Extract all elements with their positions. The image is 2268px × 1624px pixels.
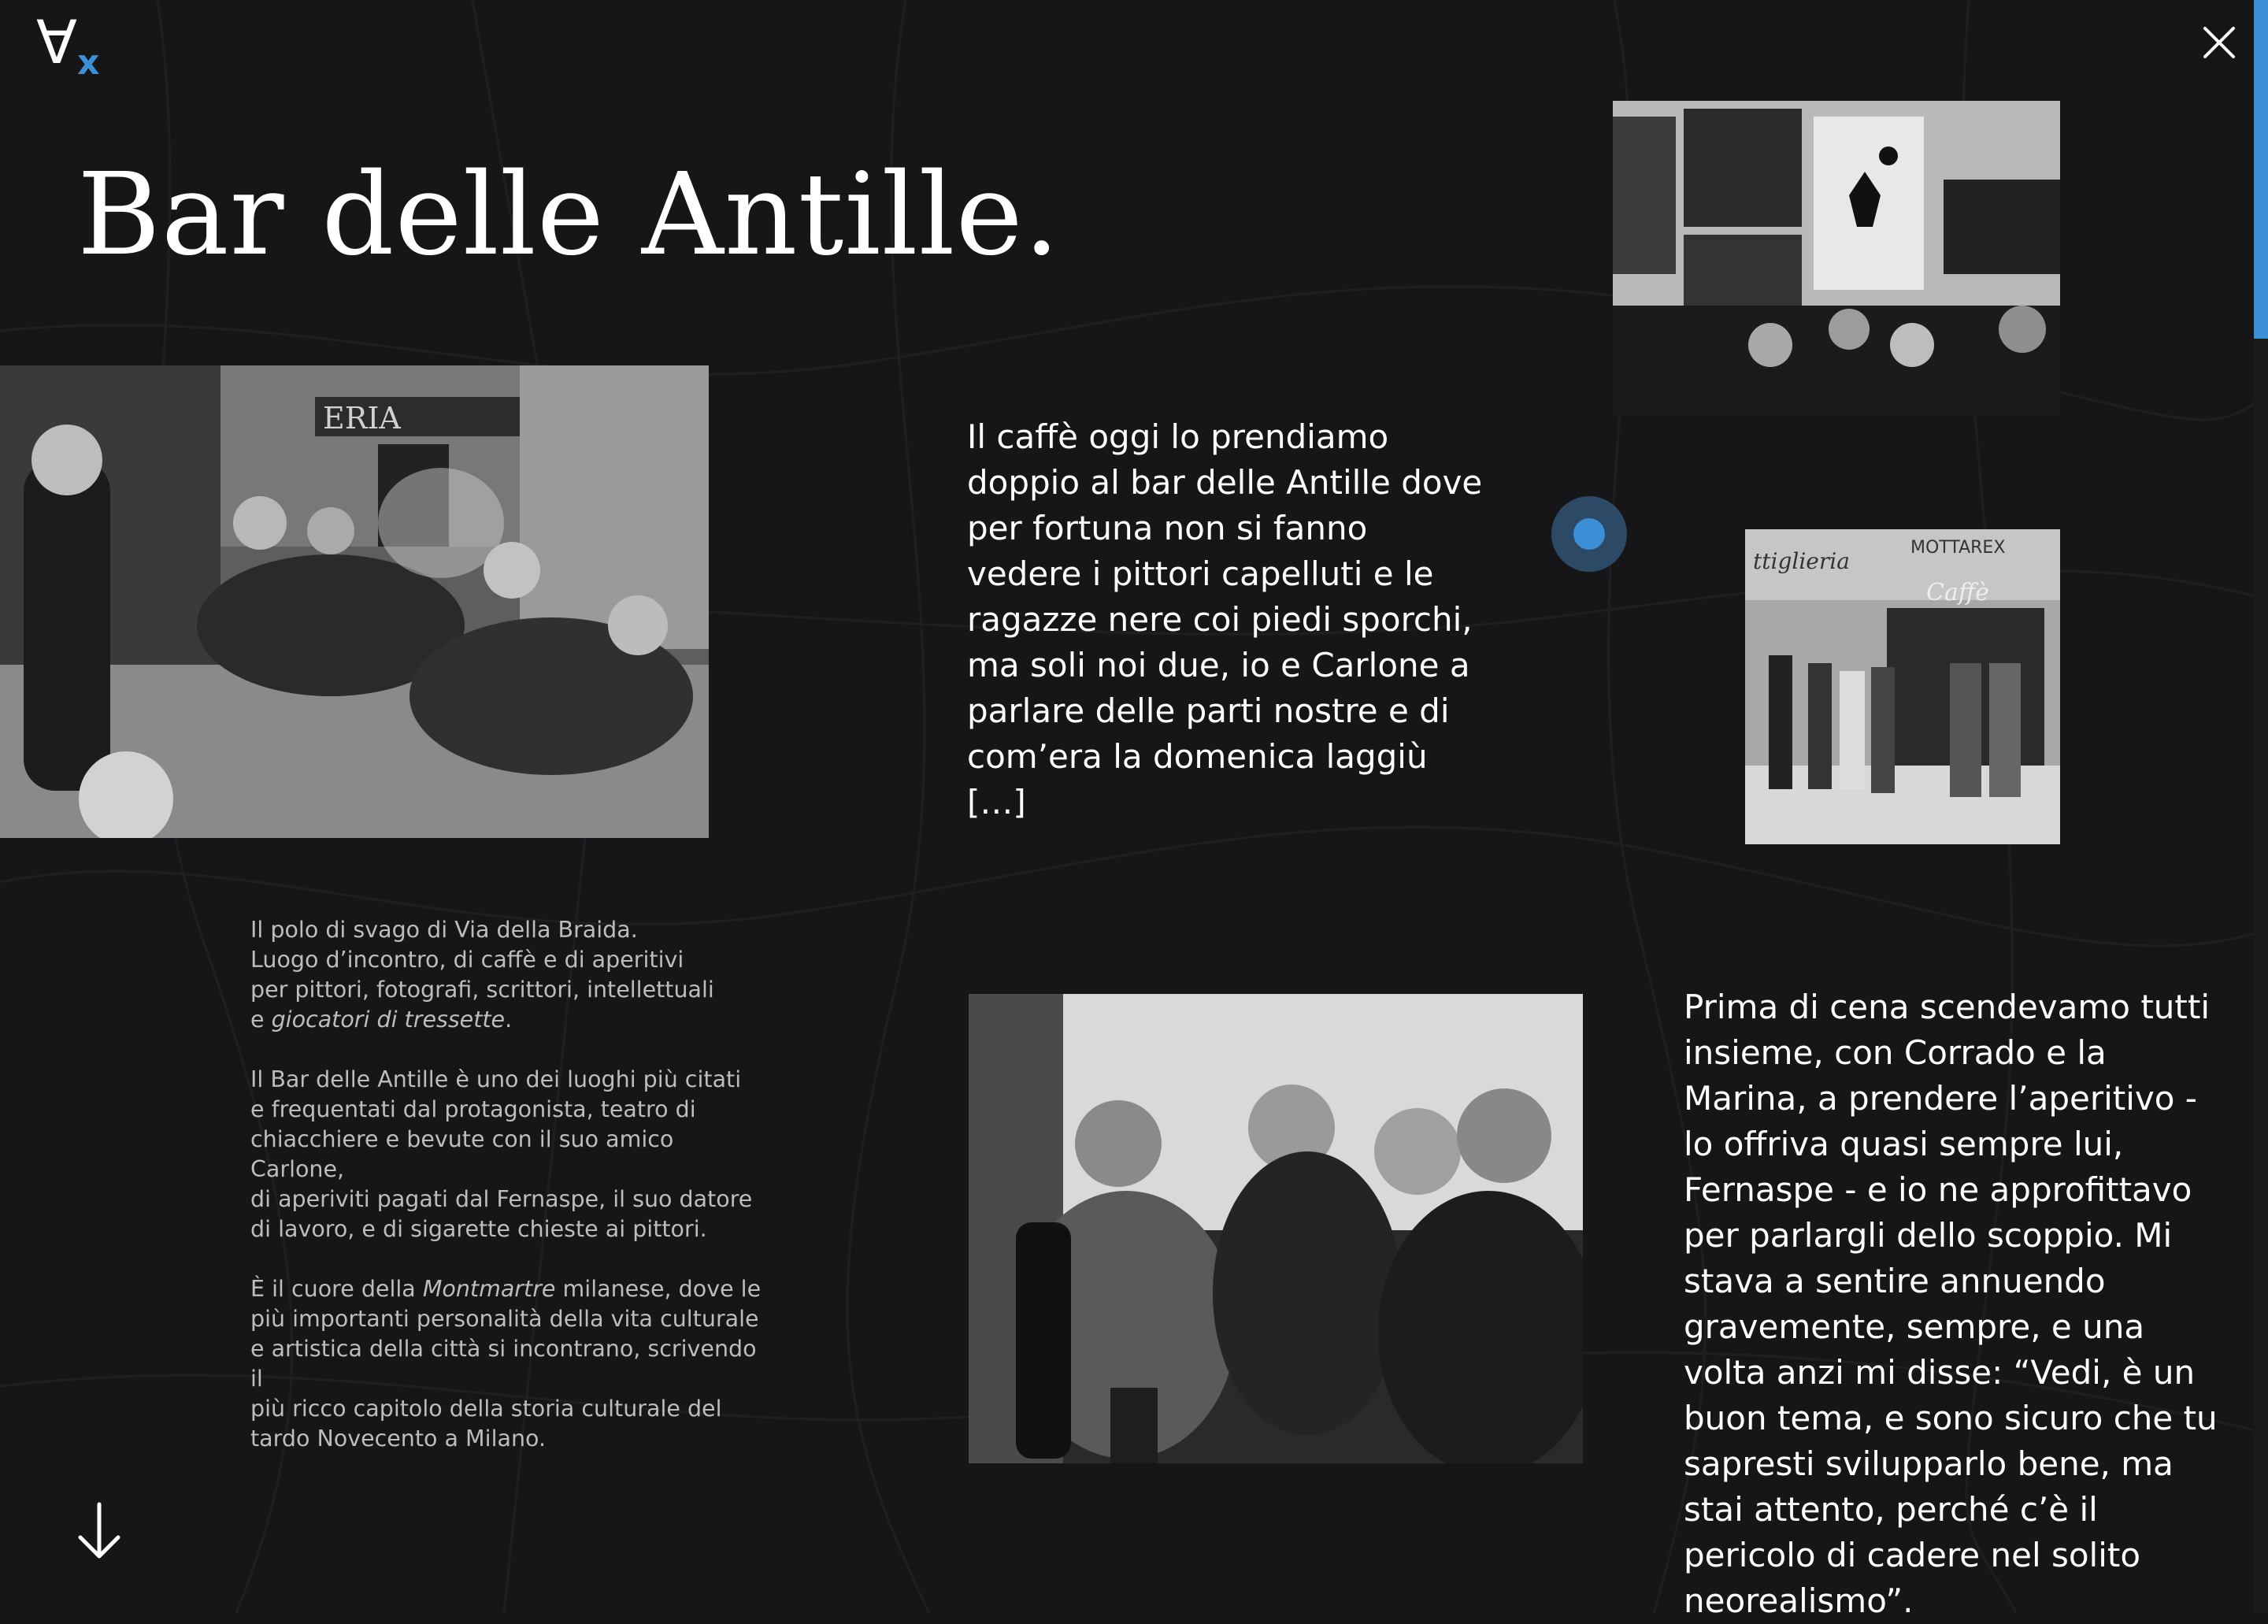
photo-sign-brand: MOTTAREX [1910, 538, 2006, 558]
logo-forall-glyph: ∀ [36, 14, 77, 77]
quote-first: Il caffè oggi lo prendiamo doppio al bar delle Antille dove per fortuna non si fanno vedere i pittori capelluti e le ragazze nere coi piedi sporchi, ma soli noi due, io e Carlone a parlare delle parti nostre e di com’era la domenica laggiù […] [967, 417, 1483, 821]
close-icon [2199, 22, 2240, 63]
photo-sign-script: ttiglieria [1753, 548, 1850, 574]
description-paragraph-2: Il Bar delle Antille è uno dei luoghi più citati e frequentati dal protagonista, teatro di chiacchiere e bevute con il suo amico Carlone, di aperiviti pagati dal Fernaspe, il suo datore di lavoro, e di sigarette chieste ai pittori. [250, 1066, 753, 1242]
place-description [250, 915, 770, 1484]
arrow-down-icon [76, 1501, 123, 1561]
timeline-marker[interactable] [1551, 496, 1627, 572]
quote-second: Prima di cena scendevamo tutti insieme, con Corrado e la Marina, a prendere l’aperitivo - lo offriva quasi sempre lui, Fernaspe - e io ne approfittavo per parlargli dello scoppio. Mi stava a sentire annuendo gravemente, sempre, e una volta anzi mi disse: “Vedi, è un buon tema, e sono sicuro che tu sapresti svilupparlo bene, ma stai attento, perché c’è il pericolo di cadere nel solito neorealismo”. [1684, 988, 2218, 1620]
description-paragraph-3: È il cuore della Montmartre milanese, dove le più importanti personalità della vita culturale e artistica della città si incontrano, scrivendo il più ricco capitolo della storia culturale del tardo Novecento a Milano. [250, 1276, 762, 1452]
photo-sign-text: ERIA [323, 401, 401, 436]
close-button[interactable] [2199, 22, 2240, 63]
photo-sign-caffe: Caffè [1926, 579, 1989, 606]
scroll-down-button[interactable] [76, 1501, 123, 1561]
photo-toasting [969, 994, 1583, 1463]
site-logo[interactable] [36, 14, 112, 77]
logo-x-glyph: x [77, 43, 100, 77]
description-paragraph-1: Il polo di svago di Via della Braida. Luogo d’incontro, di caffè e di aperitivi per pittori, fotografi, scrittori, intellettuali e giocatori di tressette. [250, 917, 714, 1033]
photo-storefront-caffe [1745, 529, 2060, 844]
page-title: Bar delle Antille. [77, 148, 1061, 280]
photo-outdoor-terrace [0, 365, 709, 838]
photo-interior-paintings [1613, 101, 2060, 416]
scrollbar-thumb[interactable] [2254, 0, 2268, 339]
